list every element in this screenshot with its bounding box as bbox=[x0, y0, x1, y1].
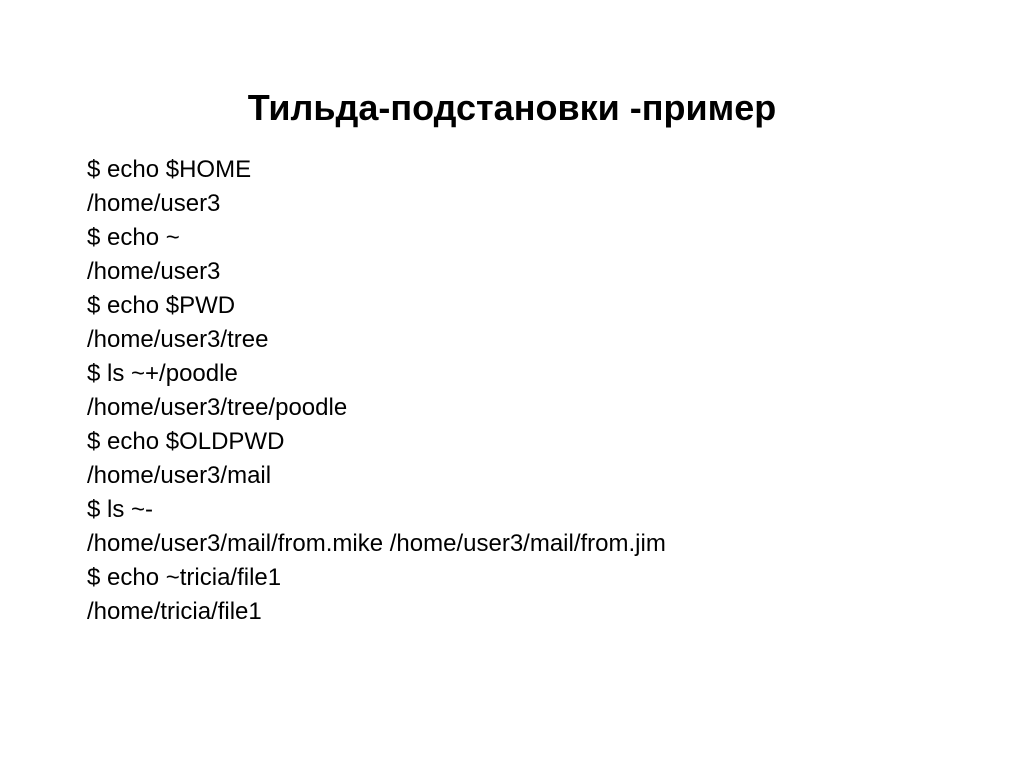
output-line: /home/user3 bbox=[87, 258, 221, 285]
command-line: $ echo $PWD bbox=[87, 292, 236, 319]
command-line: $ echo $HOME bbox=[87, 156, 252, 183]
command-example-list bbox=[87, 153, 666, 629]
output-line: /home/user3/tree/poodle bbox=[87, 394, 348, 421]
output-line: /home/user3/tree bbox=[87, 326, 269, 353]
command-line: $ echo ~tricia/file1 bbox=[87, 564, 282, 591]
output-line: /home/tricia/file1 bbox=[87, 598, 262, 625]
command-line: $ echo $OLDPWD bbox=[87, 428, 285, 455]
output-line: /home/user3/mail bbox=[87, 462, 272, 489]
output-line: /home/user3 bbox=[87, 190, 221, 217]
slide-title: Тильда-подстановки -пример bbox=[247, 87, 777, 128]
output-line: /home/user3/mail/from.mike /home/user3/mail/from.jim bbox=[87, 530, 666, 557]
command-line: $ ls ~+/poodle bbox=[87, 360, 238, 387]
command-line: $ echo ~ bbox=[87, 224, 180, 251]
command-line: $ ls ~- bbox=[87, 496, 154, 523]
